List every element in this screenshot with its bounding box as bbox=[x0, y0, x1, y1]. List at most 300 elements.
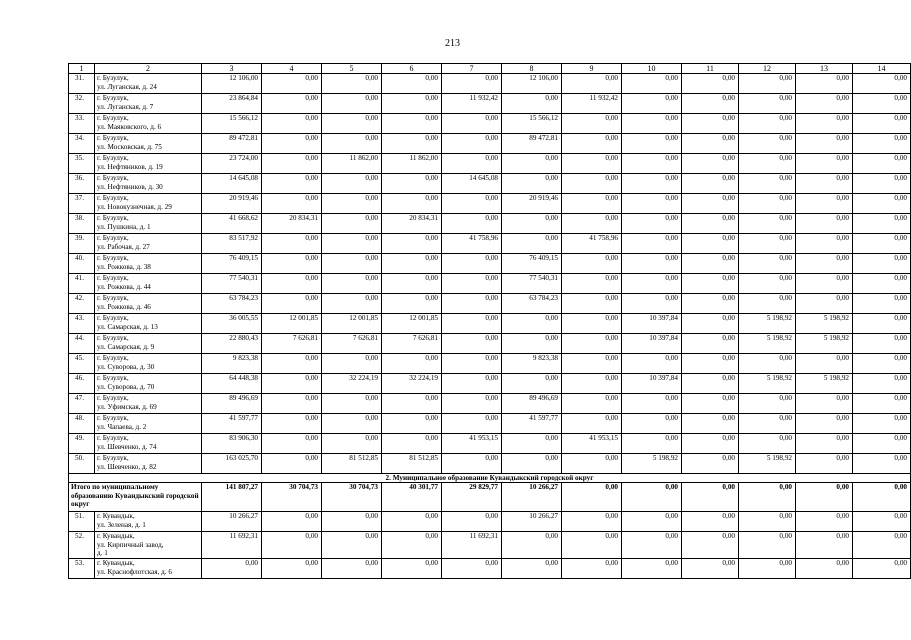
column-number: 5 bbox=[322, 64, 382, 74]
row-number: 53. bbox=[69, 559, 95, 579]
value-cell: 0,00 bbox=[622, 154, 682, 174]
value-cell: 5 198,92 bbox=[796, 374, 853, 394]
value-cell: 0,00 bbox=[322, 354, 382, 374]
column-number: 7 bbox=[442, 64, 502, 74]
address-line: ул. Суворова, д. 30 bbox=[97, 362, 155, 371]
value-cell: 0,00 bbox=[382, 294, 442, 314]
column-number: 9 bbox=[562, 64, 622, 74]
value-cell: 0,00 bbox=[562, 314, 622, 334]
value-cell: 0,00 bbox=[262, 114, 322, 134]
table-row bbox=[69, 194, 911, 214]
value-cell: 0,00 bbox=[853, 334, 911, 354]
value-cell: 0,00 bbox=[739, 154, 796, 174]
value-cell: 0,00 bbox=[262, 512, 322, 532]
value-cell: 0,00 bbox=[382, 394, 442, 414]
value-cell: 0,00 bbox=[853, 434, 911, 454]
value-cell: 0,00 bbox=[442, 134, 502, 154]
value-cell: 0,00 bbox=[502, 214, 562, 234]
row-number: 45. bbox=[69, 354, 95, 374]
value-cell: 7 626,81 bbox=[382, 334, 442, 354]
address-line: ул. Кирпичный завод, bbox=[97, 540, 164, 549]
value-cell: 0,00 bbox=[796, 294, 853, 314]
total-value: 10 266,27 bbox=[502, 483, 562, 512]
value-cell: 0,00 bbox=[796, 114, 853, 134]
value-cell: 0,00 bbox=[622, 294, 682, 314]
value-cell: 12 106,00 bbox=[502, 74, 562, 94]
value-cell: 0,00 bbox=[322, 294, 382, 314]
value-cell: 0,00 bbox=[796, 274, 853, 294]
value-cell: 0,00 bbox=[853, 134, 911, 154]
value-cell: 20 834,31 bbox=[382, 214, 442, 234]
value-cell: 0,00 bbox=[796, 254, 853, 274]
address-line: г. Кувандык, bbox=[97, 532, 135, 540]
value-cell: 0,00 bbox=[853, 454, 911, 474]
table-row bbox=[69, 294, 911, 314]
value-cell: 0,00 bbox=[382, 559, 442, 579]
value-cell: 0,00 bbox=[562, 559, 622, 579]
value-cell: 41 597,77 bbox=[202, 414, 262, 434]
address-line: г. Бузулук, bbox=[97, 394, 129, 402]
table-row bbox=[69, 274, 911, 294]
value-cell: 9 823,38 bbox=[202, 354, 262, 374]
value-cell: 0,00 bbox=[262, 434, 322, 454]
value-cell: 0,00 bbox=[562, 414, 622, 434]
value-cell: 0,00 bbox=[622, 434, 682, 454]
total-value: 141 807,27 bbox=[202, 483, 262, 512]
value-cell: 0,00 bbox=[262, 274, 322, 294]
column-number: 2 bbox=[95, 64, 202, 74]
value-cell: 163 025,70 bbox=[202, 454, 262, 474]
address-line: г. Бузулук, bbox=[97, 74, 129, 82]
value-cell: 0,00 bbox=[796, 414, 853, 434]
value-cell: 0,00 bbox=[622, 74, 682, 94]
address-line: ул. Краснофлотская, д. 6 bbox=[97, 567, 172, 576]
value-cell: 0,00 bbox=[442, 454, 502, 474]
value-cell: 0,00 bbox=[796, 94, 853, 114]
address-cell bbox=[95, 114, 202, 134]
value-cell: 0,00 bbox=[262, 559, 322, 579]
value-cell: 10 266,27 bbox=[202, 512, 262, 532]
column-number: 4 bbox=[262, 64, 322, 74]
address-line: г. Бузулук, bbox=[97, 94, 129, 102]
value-cell: 0,00 bbox=[622, 114, 682, 134]
value-cell: 0,00 bbox=[442, 194, 502, 214]
address-line: ул. Рожкова, д. 38 bbox=[97, 262, 151, 271]
total-value: 0,00 bbox=[853, 483, 911, 512]
address-cell bbox=[95, 532, 202, 559]
value-cell: 0,00 bbox=[322, 94, 382, 114]
address-line: г. Бузулук, bbox=[97, 454, 129, 462]
value-cell: 0,00 bbox=[382, 74, 442, 94]
value-cell: 0,00 bbox=[682, 414, 739, 434]
row-number: 37. bbox=[69, 194, 95, 214]
table-row bbox=[69, 254, 911, 274]
value-cell: 0,00 bbox=[796, 174, 853, 194]
value-cell: 20 834,31 bbox=[262, 214, 322, 234]
value-cell: 0,00 bbox=[322, 559, 382, 579]
address-cell bbox=[95, 234, 202, 254]
value-cell: 0,00 bbox=[739, 434, 796, 454]
address-cell bbox=[95, 214, 202, 234]
value-cell: 5 198,92 bbox=[739, 454, 796, 474]
value-cell: 0,00 bbox=[739, 74, 796, 94]
value-cell: 0,00 bbox=[382, 414, 442, 434]
value-cell: 0,00 bbox=[502, 234, 562, 254]
address-line: г. Бузулук, bbox=[97, 314, 129, 322]
value-cell: 0,00 bbox=[442, 254, 502, 274]
value-cell: 0,00 bbox=[739, 512, 796, 532]
value-cell: 0,00 bbox=[682, 174, 739, 194]
value-cell: 0,00 bbox=[502, 434, 562, 454]
value-cell: 0,00 bbox=[622, 254, 682, 274]
value-cell: 0,00 bbox=[382, 194, 442, 214]
value-cell: 41 597,77 bbox=[502, 414, 562, 434]
value-cell: 0,00 bbox=[622, 94, 682, 114]
value-cell: 11 862,00 bbox=[322, 154, 382, 174]
value-cell: 9 823,38 bbox=[502, 354, 562, 374]
table-row bbox=[69, 174, 911, 194]
value-cell: 0,00 bbox=[796, 354, 853, 374]
value-cell: 76 409,15 bbox=[202, 254, 262, 274]
value-cell: 0,00 bbox=[562, 374, 622, 394]
column-number: 14 bbox=[853, 64, 911, 74]
value-cell: 0,00 bbox=[739, 214, 796, 234]
address-cell bbox=[95, 294, 202, 314]
address-cell bbox=[95, 434, 202, 454]
value-cell: 5 198,92 bbox=[739, 334, 796, 354]
address-line: ул. Самарская, д. 9 bbox=[97, 342, 155, 351]
value-cell: 0,00 bbox=[322, 134, 382, 154]
address-line: ул. Рожкова, д. 46 bbox=[97, 302, 151, 311]
table-row bbox=[69, 214, 911, 234]
table-row bbox=[69, 434, 911, 454]
value-cell: 0,00 bbox=[382, 234, 442, 254]
value-cell: 32 224,19 bbox=[322, 374, 382, 394]
value-cell: 0,00 bbox=[622, 512, 682, 532]
value-cell: 0,00 bbox=[322, 512, 382, 532]
value-cell: 89 472,81 bbox=[502, 134, 562, 154]
value-cell: 0,00 bbox=[622, 274, 682, 294]
value-cell: 0,00 bbox=[262, 174, 322, 194]
value-cell: 0,00 bbox=[382, 114, 442, 134]
row-number: 52. bbox=[69, 532, 95, 559]
value-cell: 7 626,81 bbox=[262, 334, 322, 354]
value-cell: 11 862,00 bbox=[382, 154, 442, 174]
value-cell: 0,00 bbox=[262, 74, 322, 94]
address-line: г. Бузулук, bbox=[97, 174, 129, 182]
value-cell: 0,00 bbox=[442, 74, 502, 94]
value-cell: 63 784,23 bbox=[202, 294, 262, 314]
address-line: ул. Маяковского, д. 6 bbox=[97, 122, 162, 131]
value-cell: 11 692,31 bbox=[202, 532, 262, 559]
value-cell: 0,00 bbox=[322, 254, 382, 274]
value-cell: 0,00 bbox=[322, 394, 382, 414]
column-number: 1 bbox=[69, 64, 95, 74]
row-number: 49. bbox=[69, 434, 95, 454]
address-line: ул. Нефтяников, д. 19 bbox=[97, 162, 163, 171]
value-cell: 0,00 bbox=[853, 274, 911, 294]
value-cell: 41 668,62 bbox=[202, 214, 262, 234]
value-cell: 0,00 bbox=[622, 214, 682, 234]
table-row bbox=[69, 134, 911, 154]
value-cell: 0,00 bbox=[442, 114, 502, 134]
value-cell: 0,00 bbox=[442, 154, 502, 174]
value-cell: 5 198,92 bbox=[622, 454, 682, 474]
value-cell: 0,00 bbox=[502, 314, 562, 334]
value-cell: 0,00 bbox=[322, 114, 382, 134]
value-cell: 15 566,12 bbox=[502, 114, 562, 134]
value-cell: 0,00 bbox=[322, 274, 382, 294]
value-cell: 0,00 bbox=[562, 294, 622, 314]
value-cell: 12 001,85 bbox=[382, 314, 442, 334]
value-cell: 0,00 bbox=[262, 394, 322, 414]
address-cell bbox=[95, 274, 202, 294]
value-cell: 0,00 bbox=[262, 194, 322, 214]
value-cell: 0,00 bbox=[442, 334, 502, 354]
value-cell: 0,00 bbox=[682, 94, 739, 114]
value-cell: 0,00 bbox=[442, 559, 502, 579]
table-row bbox=[69, 532, 911, 559]
column-number: 6 bbox=[382, 64, 442, 74]
value-cell: 0,00 bbox=[853, 314, 911, 334]
value-cell: 10 397,84 bbox=[622, 334, 682, 354]
value-cell: 12 001,85 bbox=[322, 314, 382, 334]
address-cell bbox=[95, 314, 202, 334]
address-line: г. Кувандык, bbox=[97, 512, 135, 520]
value-cell: 0,00 bbox=[322, 532, 382, 559]
address-cell bbox=[95, 134, 202, 154]
table-row bbox=[69, 154, 911, 174]
table-row bbox=[69, 314, 911, 334]
value-cell: 0,00 bbox=[562, 194, 622, 214]
address-line: г. Кувандык, bbox=[97, 559, 135, 567]
value-cell: 0,00 bbox=[796, 512, 853, 532]
value-cell: 0,00 bbox=[739, 294, 796, 314]
value-cell: 0,00 bbox=[796, 194, 853, 214]
value-cell: 0,00 bbox=[262, 134, 322, 154]
address-cell bbox=[95, 559, 202, 579]
row-number: 35. bbox=[69, 154, 95, 174]
value-cell: 0,00 bbox=[796, 154, 853, 174]
row-number: 33. bbox=[69, 114, 95, 134]
value-cell: 0,00 bbox=[622, 394, 682, 414]
value-cell: 0,00 bbox=[562, 532, 622, 559]
value-cell: 11 932,42 bbox=[442, 94, 502, 114]
value-cell: 20 919,46 bbox=[202, 194, 262, 214]
value-cell: 5 198,92 bbox=[796, 334, 853, 354]
value-cell: 0,00 bbox=[262, 374, 322, 394]
value-cell: 0,00 bbox=[739, 134, 796, 154]
row-number: 44. bbox=[69, 334, 95, 354]
value-cell: 0,00 bbox=[442, 512, 502, 532]
value-cell: 14 645,08 bbox=[442, 174, 502, 194]
address-line: ул. Луганская, д. 7 bbox=[97, 102, 154, 111]
total-value: 30 704,73 bbox=[322, 483, 382, 512]
address-cell bbox=[95, 154, 202, 174]
address-line: г. Бузулук, bbox=[97, 214, 129, 222]
value-cell: 0,00 bbox=[442, 414, 502, 434]
address-line: ул. Уфимская, д. 69 bbox=[97, 402, 157, 411]
value-cell: 89 472,81 bbox=[202, 134, 262, 154]
address-cell bbox=[95, 254, 202, 274]
total-label: Итого по муниципальному образованию Кувандыкский городской округ bbox=[69, 483, 202, 512]
row-number: 38. bbox=[69, 214, 95, 234]
value-cell: 0,00 bbox=[562, 154, 622, 174]
value-cell: 81 512,85 bbox=[382, 454, 442, 474]
value-cell: 0,00 bbox=[322, 234, 382, 254]
value-cell: 0,00 bbox=[502, 559, 562, 579]
value-cell: 83 906,30 bbox=[202, 434, 262, 454]
table-row bbox=[69, 234, 911, 254]
row-number: 47. bbox=[69, 394, 95, 414]
value-cell: 23 864,84 bbox=[202, 94, 262, 114]
value-cell: 0,00 bbox=[622, 174, 682, 194]
value-cell: 0,00 bbox=[562, 334, 622, 354]
table-row bbox=[69, 74, 911, 94]
value-cell: 0,00 bbox=[853, 354, 911, 374]
address-cell bbox=[95, 354, 202, 374]
value-cell: 0,00 bbox=[562, 74, 622, 94]
value-cell: 0,00 bbox=[442, 354, 502, 374]
value-cell: 0,00 bbox=[796, 134, 853, 154]
value-cell: 0,00 bbox=[202, 559, 262, 579]
address-line: ул. Московская, д. 75 bbox=[97, 142, 162, 151]
value-cell: 0,00 bbox=[262, 94, 322, 114]
value-cell: 0,00 bbox=[622, 134, 682, 154]
address-line: ул. Рожкова, д. 44 bbox=[97, 282, 151, 291]
value-cell: 76 409,15 bbox=[502, 254, 562, 274]
value-cell: 0,00 bbox=[562, 454, 622, 474]
value-cell: 0,00 bbox=[442, 214, 502, 234]
value-cell: 5 198,92 bbox=[739, 314, 796, 334]
value-cell: 0,00 bbox=[262, 532, 322, 559]
row-number: 34. bbox=[69, 134, 95, 154]
address-line: ул. Пушкина, д. 1 bbox=[97, 222, 151, 231]
value-cell: 0,00 bbox=[562, 114, 622, 134]
value-cell: 0,00 bbox=[739, 194, 796, 214]
address-line: ул. Самарская, д. 13 bbox=[97, 322, 158, 331]
address-line: г. Бузулук, bbox=[97, 334, 129, 342]
value-cell: 41 758,96 bbox=[562, 234, 622, 254]
value-cell: 41 953,15 bbox=[562, 434, 622, 454]
value-cell: 83 517,92 bbox=[202, 234, 262, 254]
value-cell: 0,00 bbox=[739, 559, 796, 579]
value-cell: 0,00 bbox=[382, 254, 442, 274]
value-cell: 89 496,69 bbox=[202, 394, 262, 414]
total-value: 0,00 bbox=[739, 483, 796, 512]
value-cell: 0,00 bbox=[562, 354, 622, 374]
value-cell: 0,00 bbox=[682, 234, 739, 254]
column-number: 11 bbox=[682, 64, 739, 74]
value-cell: 89 496,69 bbox=[502, 394, 562, 414]
value-cell: 0,00 bbox=[682, 294, 739, 314]
value-cell: 0,00 bbox=[262, 354, 322, 374]
value-cell: 12 106,00 bbox=[202, 74, 262, 94]
section-header-row bbox=[69, 474, 911, 483]
value-cell: 23 724,00 bbox=[202, 154, 262, 174]
value-cell: 0,00 bbox=[322, 74, 382, 94]
row-number: 48. bbox=[69, 414, 95, 434]
value-cell: 0,00 bbox=[853, 394, 911, 414]
table-row bbox=[69, 114, 911, 134]
value-cell: 0,00 bbox=[853, 512, 911, 532]
value-cell: 0,00 bbox=[262, 414, 322, 434]
row-number: 41. bbox=[69, 274, 95, 294]
value-cell: 10 397,84 bbox=[622, 374, 682, 394]
value-cell: 0,00 bbox=[739, 532, 796, 559]
address-line: д. 1 bbox=[97, 549, 108, 557]
value-cell: 0,00 bbox=[682, 154, 739, 174]
column-number: 10 bbox=[622, 64, 682, 74]
data-table bbox=[68, 63, 911, 579]
address-line: г. Бузулук, bbox=[97, 374, 129, 382]
value-cell: 0,00 bbox=[796, 559, 853, 579]
table-row bbox=[69, 354, 911, 374]
value-cell: 0,00 bbox=[502, 454, 562, 474]
value-cell: 0,00 bbox=[502, 174, 562, 194]
value-cell: 0,00 bbox=[739, 354, 796, 374]
total-value: 30 704,73 bbox=[262, 483, 322, 512]
value-cell: 0,00 bbox=[562, 134, 622, 154]
address-cell bbox=[95, 74, 202, 94]
value-cell: 77 540,31 bbox=[502, 274, 562, 294]
value-cell: 0,00 bbox=[682, 532, 739, 559]
value-cell: 0,00 bbox=[682, 74, 739, 94]
value-cell: 0,00 bbox=[739, 254, 796, 274]
value-cell: 41 758,96 bbox=[442, 234, 502, 254]
table-row bbox=[69, 334, 911, 354]
address-line: г. Бузулук, bbox=[97, 254, 129, 262]
value-cell: 11 932,42 bbox=[562, 94, 622, 114]
value-cell: 0,00 bbox=[853, 194, 911, 214]
value-cell: 0,00 bbox=[682, 114, 739, 134]
row-number: 32. bbox=[69, 94, 95, 114]
address-line: г. Бузулук, bbox=[97, 134, 129, 142]
value-cell: 0,00 bbox=[853, 559, 911, 579]
address-line: ул. Шевченко, д. 74 bbox=[97, 442, 157, 451]
value-cell: 0,00 bbox=[682, 512, 739, 532]
value-cell: 0,00 bbox=[796, 454, 853, 474]
value-cell: 0,00 bbox=[382, 512, 442, 532]
value-cell: 0,00 bbox=[682, 559, 739, 579]
value-cell: 0,00 bbox=[262, 454, 322, 474]
table-row bbox=[69, 559, 911, 579]
column-number: 3 bbox=[202, 64, 262, 74]
value-cell: 0,00 bbox=[382, 174, 442, 194]
value-cell: 0,00 bbox=[562, 394, 622, 414]
table-row bbox=[69, 94, 911, 114]
total-value: 0,00 bbox=[682, 483, 739, 512]
value-cell: 0,00 bbox=[853, 154, 911, 174]
value-cell: 0,00 bbox=[322, 434, 382, 454]
value-cell: 0,00 bbox=[853, 294, 911, 314]
row-number: 42. bbox=[69, 294, 95, 314]
value-cell: 0,00 bbox=[853, 214, 911, 234]
address-cell bbox=[95, 394, 202, 414]
table-row bbox=[69, 512, 911, 532]
value-cell: 0,00 bbox=[382, 434, 442, 454]
value-cell: 0,00 bbox=[739, 274, 796, 294]
value-cell: 20 919,46 bbox=[502, 194, 562, 214]
value-cell: 10 397,84 bbox=[622, 314, 682, 334]
value-cell: 0,00 bbox=[442, 294, 502, 314]
value-cell: 0,00 bbox=[682, 354, 739, 374]
value-cell: 0,00 bbox=[853, 254, 911, 274]
total-value: 0,00 bbox=[796, 483, 853, 512]
value-cell: 63 784,23 bbox=[502, 294, 562, 314]
address-line: ул. Новокузнечная, д. 29 bbox=[97, 202, 172, 211]
address-cell bbox=[95, 174, 202, 194]
